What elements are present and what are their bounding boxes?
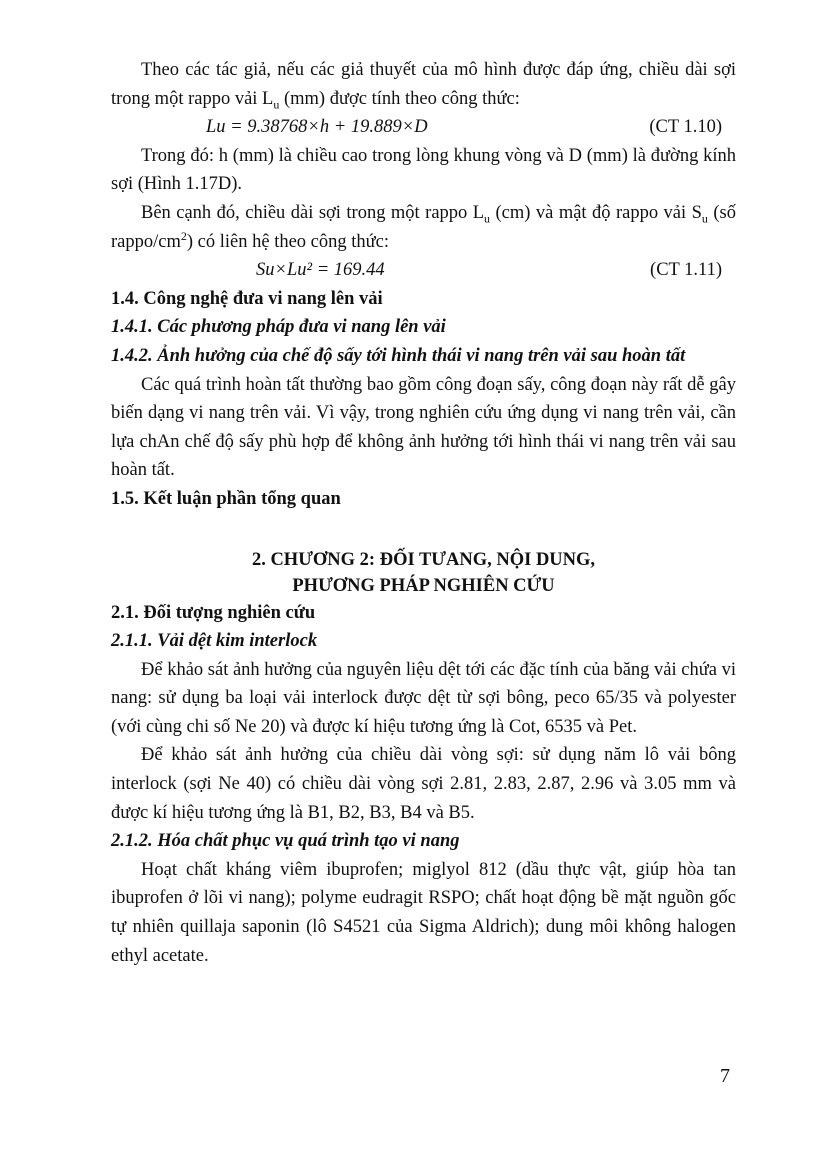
equation-formula: Lu = 9.38768×h + 19.889×D bbox=[206, 117, 428, 138]
equation-formula: Su×Lu² = 169.44 bbox=[256, 260, 385, 281]
equation-ct-1-11 bbox=[111, 256, 736, 285]
document-page bbox=[111, 56, 736, 970]
text: (số rappo/cm bbox=[111, 202, 736, 252]
paragraph-drying: Các quá trình hoàn tất thường bao gồm công đoạn sấy, công đoạn này rất dễ gây biến dạng vi nang trên vải. Vì vậy, trong nghiên cứu ứng dụng vi nang trên vải, cần lựa chAn chế độ sấy phù hợp để không ảnh hưởng tới hình thái vi nang trên vải sau hoàn tất. bbox=[111, 374, 736, 481]
equation-ref: (CT 1.10) bbox=[649, 117, 722, 138]
equation-ct-1-10 bbox=[111, 113, 736, 142]
heading-1-4-2: 1.4.2. Ảnh hưởng của chế độ sấy tới hình thái vi nang trên vải sau hoàn tất bbox=[111, 345, 686, 366]
heading-2-1-2: 2.1.2. Hóa chất phục vụ quá trình tạo vi nang bbox=[111, 831, 460, 852]
text: Bên cạnh đó, chiều dài sợi trong một rappo L bbox=[141, 202, 485, 223]
heading-2-1-1: 2.1.1. Vải dệt kim interlock bbox=[111, 631, 318, 652]
equation-ref: (CT 1.11) bbox=[650, 260, 722, 281]
chapter-title-line-2: PHƯƠNG PHÁP NGHIÊN CỨU bbox=[292, 575, 555, 596]
heading-2-1: 2.1. Đối tượng nghiên cứu bbox=[111, 602, 316, 623]
paragraph-materials: Để khảo sát ảnh hưởng của nguyên liệu dệt tới các đặc tính của băng vải chứa vi nang: sử dụng ba loại vải interlock được dệt từ sợi bông, peco 65/35 và polyester (với cùng chi số Ne 20) và được kí hiệu tương ứng là Cot, 6535 và Pet. bbox=[111, 659, 736, 737]
paragraph-density-relation bbox=[111, 199, 736, 256]
heading-1-5: 1.5. Kết luận phần tổng quan bbox=[111, 488, 341, 509]
page-number: 7 bbox=[720, 1065, 730, 1087]
subscript: u bbox=[701, 211, 708, 226]
paragraph-model-length bbox=[111, 56, 736, 113]
paragraph-variables: Trong đó: h (mm) là chiều cao trong lòng khung vòng và D (mm) là đường kính sợi (Hình 1.17D). bbox=[111, 145, 736, 195]
chapter-title bbox=[111, 547, 736, 599]
heading-1-4: 1.4. Công nghệ đưa vi nang lên vải bbox=[111, 288, 383, 309]
text: Theo các tác giả, nếu các giả thuyết của mô hình được đáp ứng, chiều dài sợi trong một rappo vải L bbox=[111, 60, 736, 109]
superscript: 2 bbox=[180, 228, 187, 243]
heading-1-4-1: 1.4.1. Các phương pháp đưa vi nang lên vải bbox=[111, 317, 446, 338]
text: ) có liên hệ theo công thức: bbox=[186, 231, 390, 252]
text: (cm) và mật độ rappo vải S bbox=[490, 202, 702, 223]
paragraph-loop-length: Để khảo sát ảnh hưởng của chiều dài vòng sợi: sử dụng năm lô vải bông interlock (sợi Ne 40) có chiều dài vòng sợi 2.81, 2.83, 2.87, 2.96 và 3.05 mm và được kí hiệu tương ứng là B1, B2, B3, B4 và B5. bbox=[111, 745, 736, 823]
paragraph-chemicals: Hoạt chất kháng viêm ibuprofen; miglyol 812 (dầu thực vật, giúp hòa tan ibuprofen ở lõi vi nang); polyme eudragit RSPO; chất hoạt động bề mặt nguồn gốc tự nhiên quillaja saponin (lô S4521 của Sigma Aldrich); dung môi không halogen ethyl acetate. bbox=[111, 859, 736, 966]
subscript: u bbox=[273, 97, 280, 112]
subscript: u bbox=[484, 211, 491, 226]
chapter-title-line-1: 2. CHƯƠNG 2: ĐỐI TƯANG, NỘI DUNG, bbox=[251, 549, 596, 570]
text: (mm) được tính theo công thức: bbox=[279, 88, 520, 109]
